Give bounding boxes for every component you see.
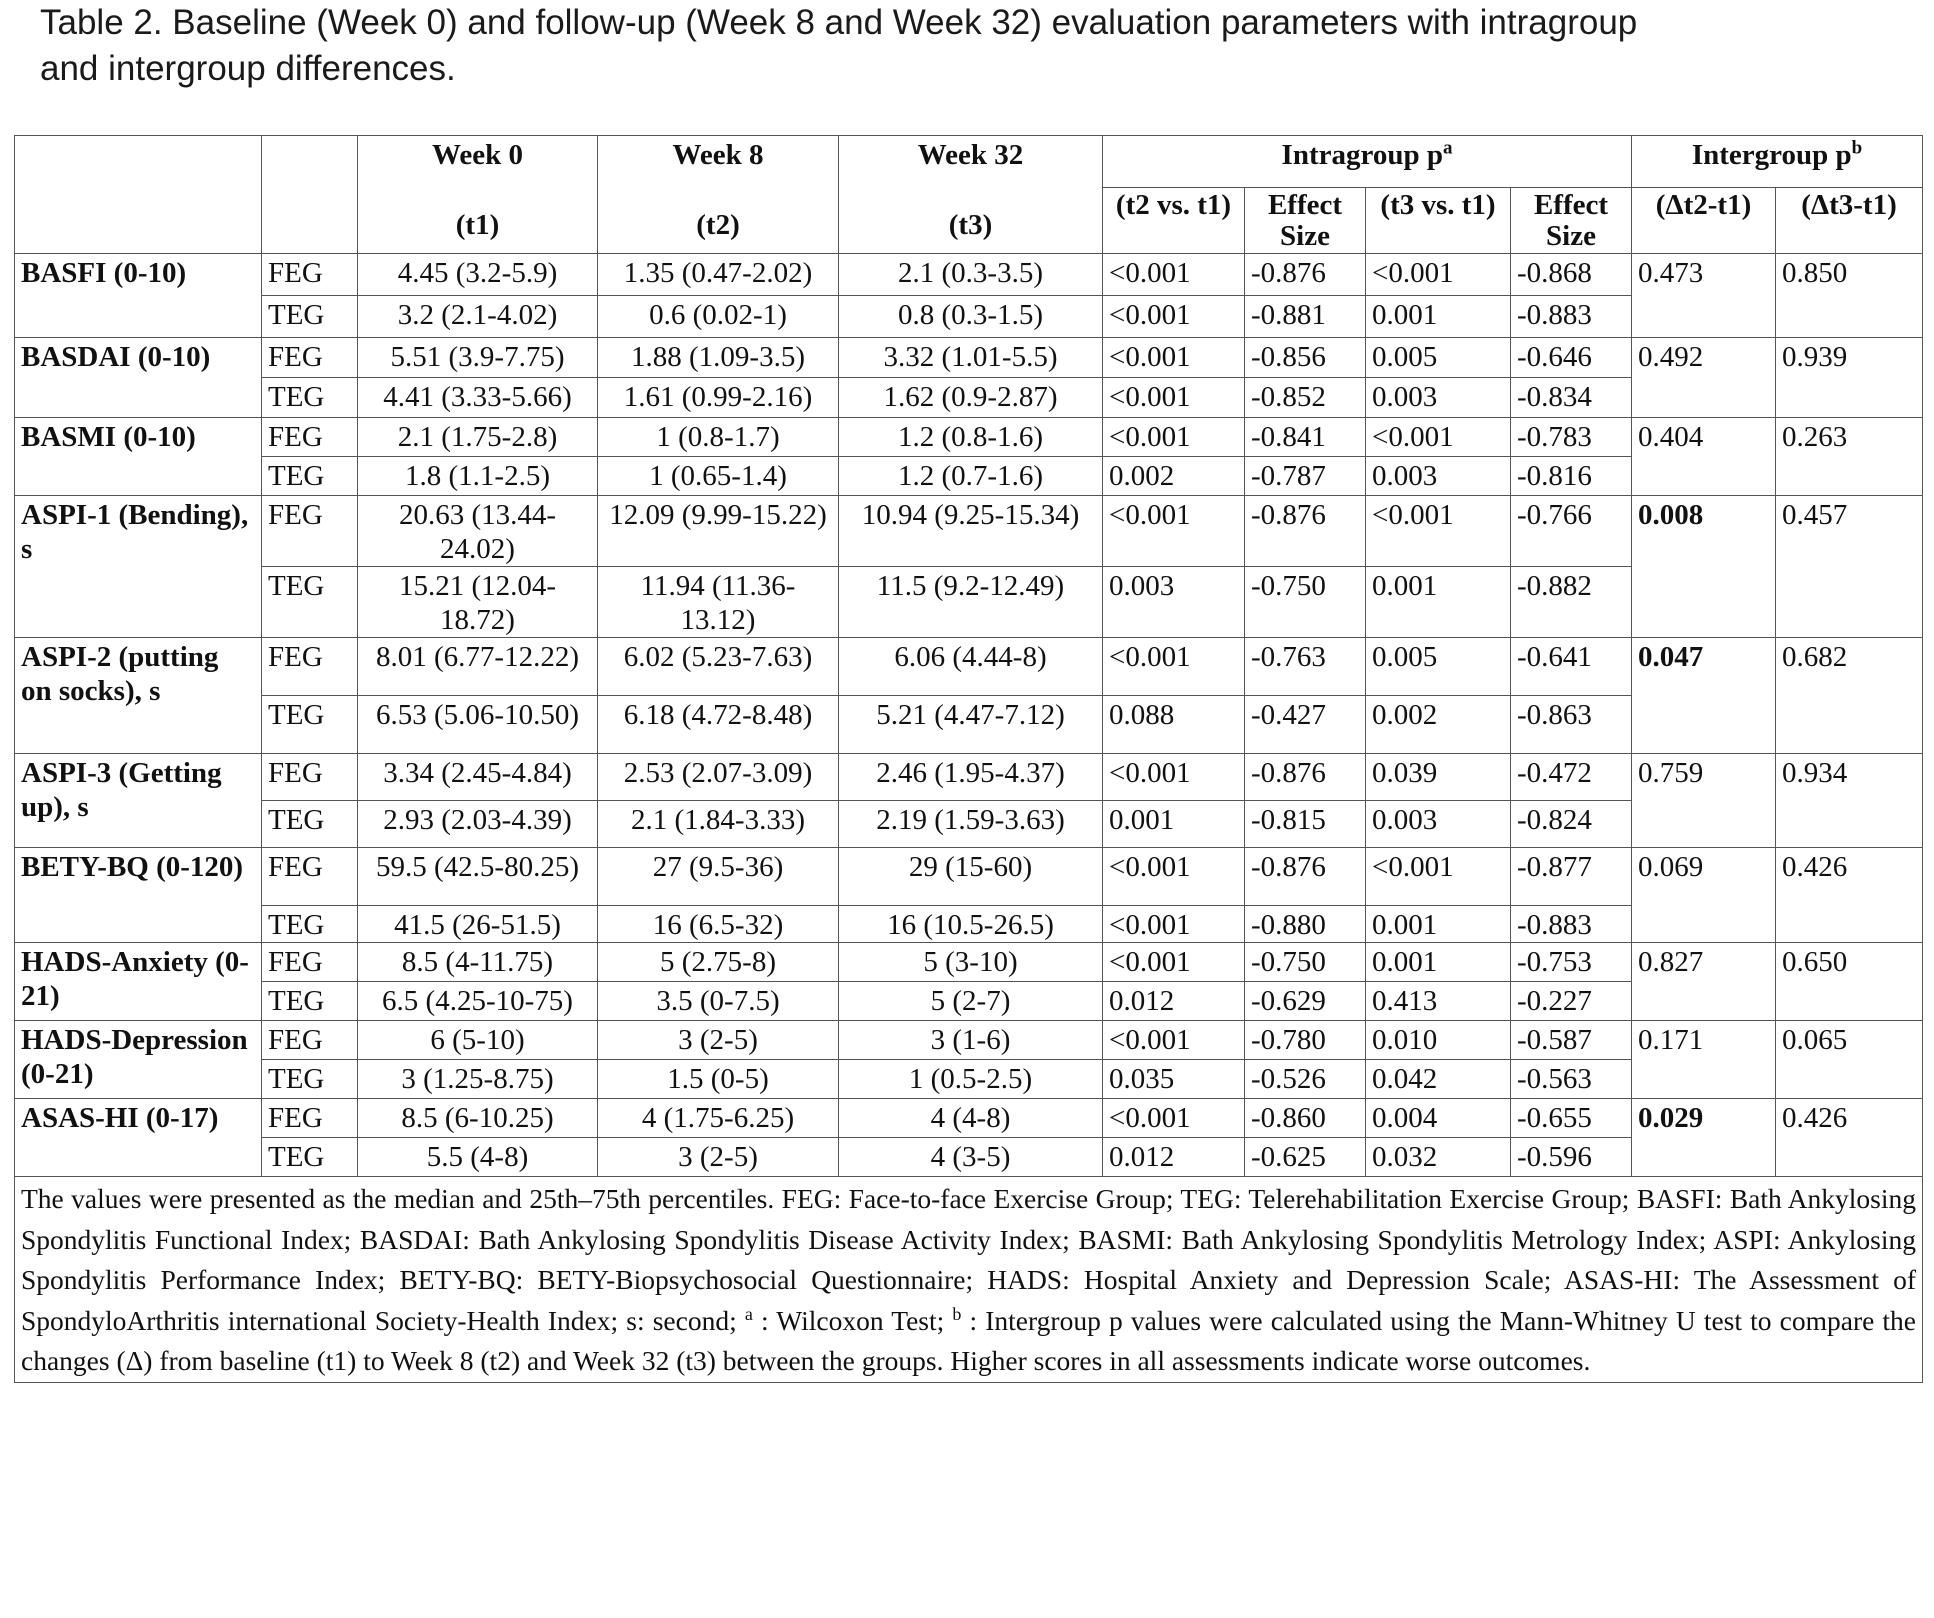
footnote-text-1: The values were presented as the median and 25th–75th percentiles. FEG: Face-to-face Exercise Group; TEG: Telerehabilitation Exercise Group; BASFI: Bath Ankylosing Spondylitis Functional Index; BASDAI: Bath Ankylosing Spondylitis Disease Activity Index; BASMI: Bath Ankylosing Spondylitis Metrology Index; ASPI: Ankylosing Spondylitis Performance Index; BETY-BQ: BETY-Biopsychosocial Questionnaire; HADS: Hospital Anxiety and Depression Scale; ASAS-HI: The Assessment of SpondyloArthritis international Society-Health Index; s: second; bbox=[21, 1183, 1917, 1336]
table-row bbox=[15, 496, 1923, 567]
cell-effect-size-1: -0.526 bbox=[1245, 1060, 1366, 1099]
cell-intergroup-delta-t3: 0.263 bbox=[1776, 418, 1923, 496]
header-week32-label: Week 32 bbox=[917, 139, 1024, 171]
cell-week32: 0.8 (0.3-1.5) bbox=[839, 296, 1103, 338]
cell-week8: 1.5 (0-5) bbox=[598, 1060, 839, 1099]
cell-week32: 10.94 (9.25-15.34) bbox=[839, 496, 1103, 567]
cell-group: FEG bbox=[262, 754, 358, 801]
cell-group: FEG bbox=[262, 418, 358, 457]
table-row bbox=[15, 943, 1923, 982]
cell-intergroup-delta-t2: 0.404 bbox=[1632, 418, 1776, 496]
cell-week32: 1 (0.5-2.5) bbox=[839, 1060, 1103, 1099]
cell-effect-size-2: -0.863 bbox=[1511, 696, 1632, 754]
cell-week32: 1.62 (0.9-2.87) bbox=[839, 378, 1103, 418]
cell-week8: 1 (0.65-1.4) bbox=[598, 457, 839, 496]
cell-week0: 4.45 (3.2-5.9) bbox=[358, 254, 598, 296]
cell-group: TEG bbox=[262, 696, 358, 754]
table-row bbox=[15, 638, 1923, 696]
cell-week8: 1.88 (1.09-3.5) bbox=[598, 338, 839, 378]
cell-p-t3-vs-t1: 0.001 bbox=[1366, 906, 1511, 943]
cell-p-t3-vs-t1: <0.001 bbox=[1366, 496, 1511, 567]
cell-group: FEG bbox=[262, 1021, 358, 1060]
cell-intergroup-delta-t3: 0.934 bbox=[1776, 754, 1923, 848]
cell-week32: 2.46 (1.95-4.37) bbox=[839, 754, 1103, 801]
cell-group: TEG bbox=[262, 906, 358, 943]
cell-p-t2-vs-t1: <0.001 bbox=[1103, 378, 1245, 418]
cell-effect-size-2: -0.587 bbox=[1511, 1021, 1632, 1060]
header-t3-label: (t3) bbox=[948, 209, 993, 241]
cell-p-t3-vs-t1: 0.001 bbox=[1366, 943, 1511, 982]
cell-effect-size-1: -0.787 bbox=[1245, 457, 1366, 496]
cell-effect-size-1: -0.427 bbox=[1245, 696, 1366, 754]
cell-intergroup-delta-t3: 0.426 bbox=[1776, 1099, 1923, 1177]
cell-effect-size-2: -0.877 bbox=[1511, 848, 1632, 906]
cell-p-t3-vs-t1: 0.002 bbox=[1366, 696, 1511, 754]
table-row bbox=[15, 754, 1923, 801]
cell-p-t2-vs-t1: <0.001 bbox=[1103, 754, 1245, 801]
cell-p-t3-vs-t1: 0.003 bbox=[1366, 801, 1511, 848]
header-t2-vs-t1: (t2 vs. t1) bbox=[1103, 188, 1245, 254]
parameter-name: BASDAI (0-10) bbox=[15, 338, 262, 418]
cell-effect-size-2: -0.563 bbox=[1511, 1060, 1632, 1099]
table-row bbox=[15, 338, 1923, 378]
cell-effect-size-1: -0.876 bbox=[1245, 496, 1366, 567]
cell-week0: 3.2 (2.1-4.02) bbox=[358, 296, 598, 338]
parameter-name: BETY-BQ (0-120) bbox=[15, 848, 262, 943]
cell-intergroup-delta-t3: 0.457 bbox=[1776, 496, 1923, 638]
cell-effect-size-2: -0.641 bbox=[1511, 638, 1632, 696]
table-row bbox=[15, 1021, 1923, 1060]
table-row bbox=[15, 1099, 1923, 1138]
footnote-sup-b: b bbox=[952, 1303, 962, 1324]
cell-effect-size-2: -0.655 bbox=[1511, 1099, 1632, 1138]
cell-p-t2-vs-t1: <0.001 bbox=[1103, 1021, 1245, 1060]
cell-intergroup-delta-t2: 0.171 bbox=[1632, 1021, 1776, 1099]
cell-group: TEG bbox=[262, 801, 358, 848]
cell-intergroup-delta-t3: 0.065 bbox=[1776, 1021, 1923, 1099]
cell-week8: 1.35 (0.47-2.02) bbox=[598, 254, 839, 296]
parameter-name: BASFI (0-10) bbox=[15, 254, 262, 338]
cell-p-t3-vs-t1: 0.001 bbox=[1366, 296, 1511, 338]
cell-week32: 5 (2-7) bbox=[839, 982, 1103, 1021]
cell-effect-size-1: -0.780 bbox=[1245, 1021, 1366, 1060]
table-header bbox=[15, 136, 1923, 254]
cell-week8: 0.6 (0.02-1) bbox=[598, 296, 839, 338]
cell-week0: 2.93 (2.03-4.39) bbox=[358, 801, 598, 848]
parameter-name: ASPI-2 (putting on socks), s bbox=[15, 638, 262, 754]
cell-week8: 5 (2.75-8) bbox=[598, 943, 839, 982]
table-footnote bbox=[15, 1177, 1923, 1383]
cell-week0: 3.34 (2.45-4.84) bbox=[358, 754, 598, 801]
cell-group: TEG bbox=[262, 378, 358, 418]
cell-p-t2-vs-t1: <0.001 bbox=[1103, 943, 1245, 982]
cell-effect-size-2: -0.882 bbox=[1511, 567, 1632, 638]
table-body bbox=[15, 254, 1923, 1177]
cell-p-t2-vs-t1: 0.003 bbox=[1103, 567, 1245, 638]
header-blank-param bbox=[15, 136, 262, 254]
cell-p-t3-vs-t1: <0.001 bbox=[1366, 848, 1511, 906]
cell-effect-size-2: -0.883 bbox=[1511, 906, 1632, 943]
header-week0 bbox=[358, 136, 598, 254]
cell-week32: 4 (4-8) bbox=[839, 1099, 1103, 1138]
cell-intergroup-delta-t2: 0.759 bbox=[1632, 754, 1776, 848]
cell-week8: 4 (1.75-6.25) bbox=[598, 1099, 839, 1138]
cell-week0: 59.5 (42.5-80.25) bbox=[358, 848, 598, 906]
cell-p-t2-vs-t1: 0.088 bbox=[1103, 696, 1245, 754]
cell-week0: 41.5 (26-51.5) bbox=[358, 906, 598, 943]
cell-p-t2-vs-t1: 0.002 bbox=[1103, 457, 1245, 496]
header-t1-label: (t1) bbox=[455, 209, 500, 241]
cell-effect-size-1: -0.763 bbox=[1245, 638, 1366, 696]
parameter-name: BASMI (0-10) bbox=[15, 418, 262, 496]
header-intergroup-sup: b bbox=[1851, 137, 1863, 159]
cell-effect-size-2: -0.883 bbox=[1511, 296, 1632, 338]
cell-group: FEG bbox=[262, 496, 358, 567]
cell-week32: 29 (15-60) bbox=[839, 848, 1103, 906]
cell-p-t2-vs-t1: <0.001 bbox=[1103, 254, 1245, 296]
cell-week0: 15.21 (12.04-18.72) bbox=[358, 567, 598, 638]
cell-effect-size-2: -0.646 bbox=[1511, 338, 1632, 378]
header-week8-label: Week 8 bbox=[672, 139, 764, 171]
cell-p-t3-vs-t1: 0.005 bbox=[1366, 638, 1511, 696]
parameter-name: ASPI-1 (Bending), s bbox=[15, 496, 262, 638]
cell-p-t2-vs-t1: <0.001 bbox=[1103, 496, 1245, 567]
cell-intergroup-delta-t2: 0.473 bbox=[1632, 254, 1776, 338]
cell-effect-size-1: -0.750 bbox=[1245, 943, 1366, 982]
cell-week32: 3 (1-6) bbox=[839, 1021, 1103, 1060]
cell-p-t3-vs-t1: <0.001 bbox=[1366, 254, 1511, 296]
cell-effect-size-1: -0.852 bbox=[1245, 378, 1366, 418]
cell-week8: 6.18 (4.72-8.48) bbox=[598, 696, 839, 754]
parameter-name: HADS-Anxiety (0-21) bbox=[15, 943, 262, 1021]
cell-week0: 2.1 (1.75-2.8) bbox=[358, 418, 598, 457]
cell-intergroup-delta-t2: 0.029 bbox=[1632, 1099, 1776, 1177]
cell-effect-size-2: -0.766 bbox=[1511, 496, 1632, 567]
cell-p-t2-vs-t1: 0.035 bbox=[1103, 1060, 1245, 1099]
cell-p-t2-vs-t1: <0.001 bbox=[1103, 338, 1245, 378]
header-intergroup bbox=[1632, 136, 1923, 188]
cell-week0: 8.01 (6.77-12.22) bbox=[358, 638, 598, 696]
cell-effect-size-2: -0.596 bbox=[1511, 1138, 1632, 1177]
cell-intergroup-delta-t3: 0.850 bbox=[1776, 254, 1923, 338]
cell-week32: 3.32 (1.01-5.5) bbox=[839, 338, 1103, 378]
results-table bbox=[14, 135, 1923, 1383]
cell-effect-size-1: -0.860 bbox=[1245, 1099, 1366, 1138]
cell-p-t3-vs-t1: 0.001 bbox=[1366, 567, 1511, 638]
cell-p-t2-vs-t1: <0.001 bbox=[1103, 848, 1245, 906]
cell-week0: 20.63 (13.44-24.02) bbox=[358, 496, 598, 567]
cell-intergroup-delta-t3: 0.939 bbox=[1776, 338, 1923, 418]
table-row bbox=[15, 254, 1923, 296]
cell-week8: 2.1 (1.84-3.33) bbox=[598, 801, 839, 848]
cell-p-t3-vs-t1: 0.042 bbox=[1366, 1060, 1511, 1099]
cell-effect-size-1: -0.856 bbox=[1245, 338, 1366, 378]
cell-week0: 3 (1.25-8.75) bbox=[358, 1060, 598, 1099]
cell-p-t3-vs-t1: 0.039 bbox=[1366, 754, 1511, 801]
cell-week0: 6.5 (4.25-10-75) bbox=[358, 982, 598, 1021]
cell-p-t2-vs-t1: 0.012 bbox=[1103, 1138, 1245, 1177]
table-row bbox=[15, 848, 1923, 906]
cell-effect-size-1: -0.629 bbox=[1245, 982, 1366, 1021]
cell-week0: 1.8 (1.1-2.5) bbox=[358, 457, 598, 496]
cell-week8: 12.09 (9.99-15.22) bbox=[598, 496, 839, 567]
cell-group: TEG bbox=[262, 457, 358, 496]
cell-group: FEG bbox=[262, 848, 358, 906]
caption-line-1: Table 2. Baseline (Week 0) and follow-up (Week 8 and Week 32) evaluation parameters with intragroup bbox=[40, 3, 1638, 42]
header-t2-label: (t2) bbox=[696, 209, 740, 241]
cell-effect-size-2: -0.472 bbox=[1511, 754, 1632, 801]
table-caption bbox=[40, 0, 1880, 92]
cell-week0: 5.51 (3.9-7.75) bbox=[358, 338, 598, 378]
cell-group: FEG bbox=[262, 638, 358, 696]
header-intragroup bbox=[1103, 136, 1632, 188]
cell-group: FEG bbox=[262, 1099, 358, 1138]
header-week32 bbox=[839, 136, 1103, 254]
cell-effect-size-2: -0.783 bbox=[1511, 418, 1632, 457]
cell-intergroup-delta-t3: 0.426 bbox=[1776, 848, 1923, 943]
cell-week8: 3.5 (0-7.5) bbox=[598, 982, 839, 1021]
cell-effect-size-2: -0.816 bbox=[1511, 457, 1632, 496]
cell-effect-size-1: -0.876 bbox=[1245, 754, 1366, 801]
cell-p-t2-vs-t1: <0.001 bbox=[1103, 906, 1245, 943]
cell-week0: 5.5 (4-8) bbox=[358, 1138, 598, 1177]
cell-week0: 8.5 (4-11.75) bbox=[358, 943, 598, 982]
table-row bbox=[15, 418, 1923, 457]
cell-week8: 2.53 (2.07-3.09) bbox=[598, 754, 839, 801]
cell-effect-size-1: -0.880 bbox=[1245, 906, 1366, 943]
cell-week32: 5 (3-10) bbox=[839, 943, 1103, 982]
cell-p-t3-vs-t1: <0.001 bbox=[1366, 418, 1511, 457]
footnote-text-2: : Wilcoxon Test; bbox=[752, 1304, 953, 1336]
cell-effect-size-1: -0.876 bbox=[1245, 254, 1366, 296]
cell-effect-size-1: -0.625 bbox=[1245, 1138, 1366, 1177]
header-intragroup-sup: a bbox=[1442, 137, 1453, 159]
cell-p-t2-vs-t1: <0.001 bbox=[1103, 1099, 1245, 1138]
cell-week32: 5.21 (4.47-7.12) bbox=[839, 696, 1103, 754]
cell-effect-size-1: -0.841 bbox=[1245, 418, 1366, 457]
cell-p-t2-vs-t1: 0.001 bbox=[1103, 801, 1245, 848]
cell-week8: 1.61 (0.99-2.16) bbox=[598, 378, 839, 418]
header-week0-label: Week 0 bbox=[431, 139, 524, 171]
header-blank-group bbox=[262, 136, 358, 254]
cell-week32: 2.19 (1.59-3.63) bbox=[839, 801, 1103, 848]
cell-effect-size-1: -0.750 bbox=[1245, 567, 1366, 638]
footnote-sup-a: a bbox=[744, 1303, 753, 1324]
header-effect-size-2: Effect Size bbox=[1511, 188, 1632, 254]
cell-p-t3-vs-t1: 0.005 bbox=[1366, 338, 1511, 378]
cell-group: TEG bbox=[262, 1138, 358, 1177]
header-t3-vs-t1: (t3 vs. t1) bbox=[1366, 188, 1511, 254]
cell-intergroup-delta-t2: 0.827 bbox=[1632, 943, 1776, 1021]
cell-effect-size-2: -0.834 bbox=[1511, 378, 1632, 418]
cell-week0: 6.53 (5.06-10.50) bbox=[358, 696, 598, 754]
header-delta-t2: (Δt2-t1) bbox=[1632, 188, 1776, 254]
parameter-name: ASPI-3 (Getting up), s bbox=[15, 754, 262, 848]
caption-line-2: and intergroup differences. bbox=[40, 49, 456, 88]
cell-week8: 6.02 (5.23-7.63) bbox=[598, 638, 839, 696]
cell-p-t3-vs-t1: 0.413 bbox=[1366, 982, 1511, 1021]
cell-p-t3-vs-t1: 0.003 bbox=[1366, 378, 1511, 418]
cell-week8: 3 (2-5) bbox=[598, 1021, 839, 1060]
cell-week32: 2.1 (0.3-3.5) bbox=[839, 254, 1103, 296]
header-week8 bbox=[598, 136, 839, 254]
cell-effect-size-1: -0.815 bbox=[1245, 801, 1366, 848]
cell-group: FEG bbox=[262, 943, 358, 982]
cell-intergroup-delta-t2: 0.492 bbox=[1632, 338, 1776, 418]
cell-p-t3-vs-t1: 0.032 bbox=[1366, 1138, 1511, 1177]
cell-effect-size-2: -0.824 bbox=[1511, 801, 1632, 848]
cell-effect-size-1: -0.876 bbox=[1245, 848, 1366, 906]
cell-week8: 1 (0.8-1.7) bbox=[598, 418, 839, 457]
cell-intergroup-delta-t2: 0.008 bbox=[1632, 496, 1776, 638]
cell-p-t3-vs-t1: 0.010 bbox=[1366, 1021, 1511, 1060]
cell-intergroup-delta-t2: 0.069 bbox=[1632, 848, 1776, 943]
header-effect-size-1: Effect Size bbox=[1245, 188, 1366, 254]
cell-week8: 11.94 (11.36-13.12) bbox=[598, 567, 839, 638]
cell-p-t2-vs-t1: <0.001 bbox=[1103, 418, 1245, 457]
cell-group: TEG bbox=[262, 1060, 358, 1099]
cell-effect-size-2: -0.868 bbox=[1511, 254, 1632, 296]
cell-week0: 8.5 (6-10.25) bbox=[358, 1099, 598, 1138]
cell-week32: 4 (3-5) bbox=[839, 1138, 1103, 1177]
cell-effect-size-1: -0.881 bbox=[1245, 296, 1366, 338]
cell-week8: 3 (2-5) bbox=[598, 1138, 839, 1177]
cell-intergroup-delta-t3: 0.650 bbox=[1776, 943, 1923, 1021]
cell-group: TEG bbox=[262, 982, 358, 1021]
cell-p-t2-vs-t1: <0.001 bbox=[1103, 638, 1245, 696]
header-intragroup-label: Intragroup p bbox=[1281, 139, 1443, 171]
footnote-text-3: : Intergroup p values were calculated using the Mann-Whitney U test to compare the changes (Δ) from baseline (t1) to Week 8 (t2) and Week 32 (t3) between the groups. Higher scores in all assessments indicate worse outcomes. bbox=[21, 1304, 1917, 1376]
cell-week32: 6.06 (4.44-8) bbox=[839, 638, 1103, 696]
cell-week32: 11.5 (9.2-12.49) bbox=[839, 567, 1103, 638]
cell-week32: 1.2 (0.7-1.6) bbox=[839, 457, 1103, 496]
header-delta-t3: (Δt3-t1) bbox=[1776, 188, 1923, 254]
parameter-name: HADS-Depression (0-21) bbox=[15, 1021, 262, 1099]
cell-effect-size-2: -0.227 bbox=[1511, 982, 1632, 1021]
cell-effect-size-2: -0.753 bbox=[1511, 943, 1632, 982]
cell-week0: 4.41 (3.33-5.66) bbox=[358, 378, 598, 418]
cell-week32: 1.2 (0.8-1.6) bbox=[839, 418, 1103, 457]
cell-p-t2-vs-t1: <0.001 bbox=[1103, 296, 1245, 338]
cell-intergroup-delta-t2: 0.047 bbox=[1632, 638, 1776, 754]
cell-intergroup-delta-t3: 0.682 bbox=[1776, 638, 1923, 754]
parameter-name: ASAS-HI (0-17) bbox=[15, 1099, 262, 1177]
cell-group: TEG bbox=[262, 567, 358, 638]
cell-p-t3-vs-t1: 0.003 bbox=[1366, 457, 1511, 496]
cell-week8: 27 (9.5-36) bbox=[598, 848, 839, 906]
cell-p-t2-vs-t1: 0.012 bbox=[1103, 982, 1245, 1021]
header-intergroup-label: Intergroup p bbox=[1691, 139, 1852, 171]
cell-p-t3-vs-t1: 0.004 bbox=[1366, 1099, 1511, 1138]
cell-week0: 6 (5-10) bbox=[358, 1021, 598, 1060]
cell-group: FEG bbox=[262, 254, 358, 296]
cell-week32: 16 (10.5-26.5) bbox=[839, 906, 1103, 943]
cell-group: TEG bbox=[262, 296, 358, 338]
cell-group: FEG bbox=[262, 338, 358, 378]
cell-week8: 16 (6.5-32) bbox=[598, 906, 839, 943]
